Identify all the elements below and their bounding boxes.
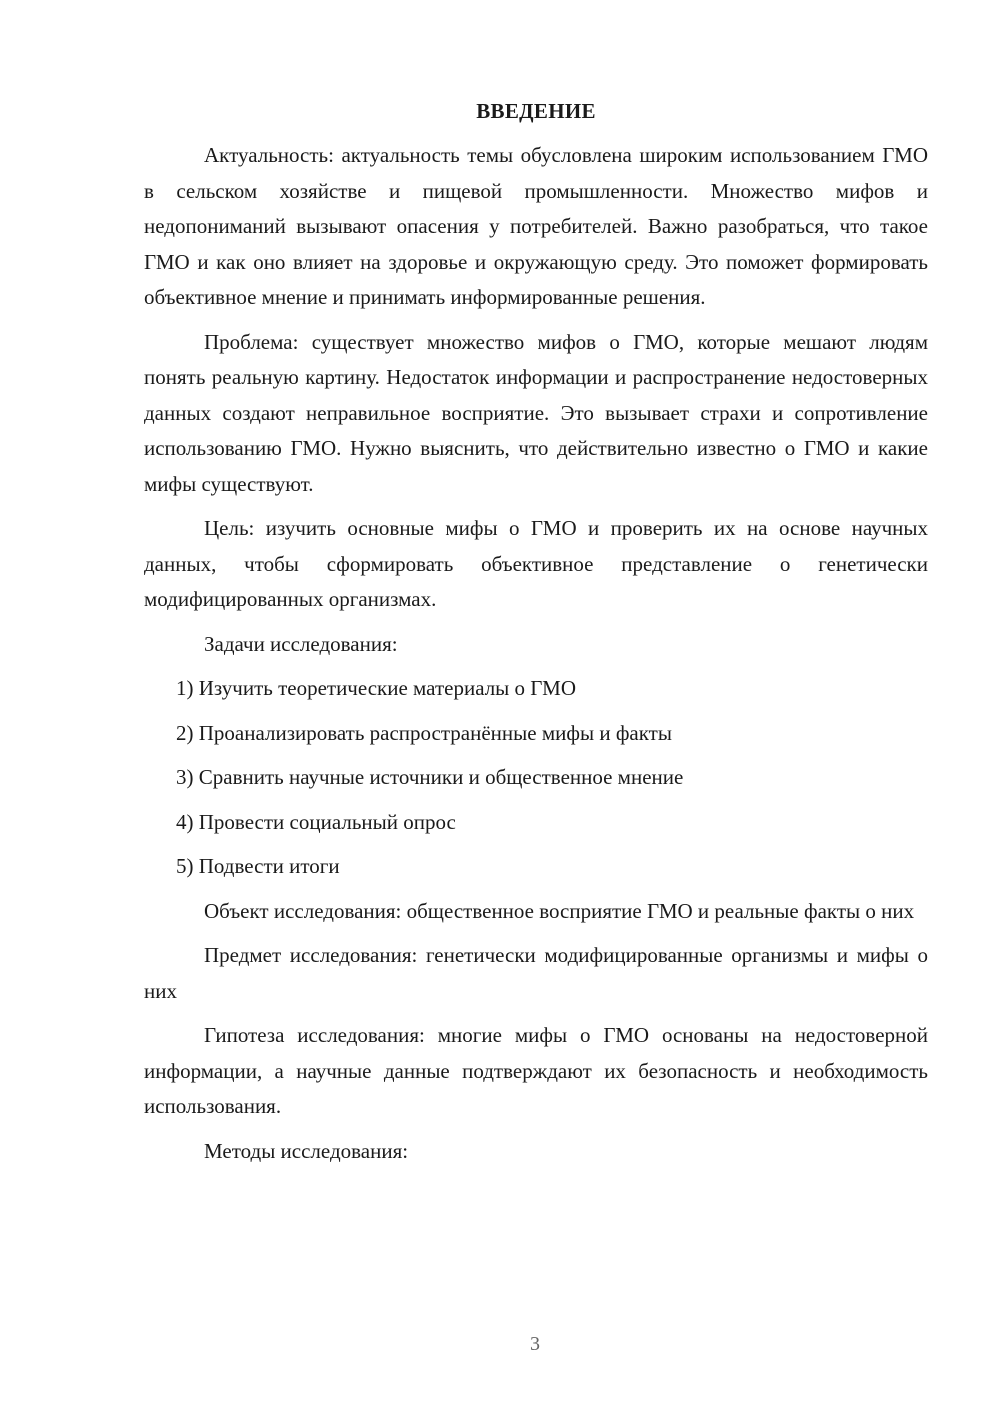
list-item: 3) Сравнить научные источники и общественное мнение — [176, 765, 684, 789]
list-item: 1) Изучить теоретические материалы о ГМО — [176, 676, 576, 700]
paragraph-problem: Проблема: существует множество мифов о ГМО, которые мешают людям понять реальную картину. Недостаток информации и распространение недостоверных данных создают неправильное восприятие. Это вызывает страхи и сопротивление использованию ГМО. Нужно выяснить, что действительно известно о ГМО и какие мифы существуют. — [144, 329, 928, 496]
paragraph-object: Объект исследования: общественное восприятие ГМО и реальные факты о них — [204, 898, 915, 923]
paragraph-relevance: Актуальность: актуальность темы обусловлена широким использованием ГМО в сельском хозяйстве и пищевой промышленности. Множество мифов и недопониманий вызывают опасения у потребителей. Важно разобраться, что такое ГМО и как оно влияет на здоровье и окружающую среду. Это поможет формировать объективное мнение и принимать информированные решения. — [144, 143, 928, 309]
list-item: 2) Проанализировать распространённые мифы и факты — [176, 720, 672, 745]
page-number: 3 — [530, 1333, 540, 1355]
methods-heading: Методы исследования: — [204, 1138, 409, 1163]
tasks-heading: Задачи исследования: — [204, 631, 398, 656]
paragraph-hypothesis: Гипотеза исследования: многие мифы о ГМО основаны на недостоверной информации, а научные данные подтверждают их безопасность и необходимость использования. — [144, 1023, 928, 1118]
paragraph-subject: Предмет исследования: генетически модифицированные организмы и мифы о них — [144, 943, 928, 1003]
list-item: 5) Подвести итоги — [176, 854, 340, 878]
section-title: ВВЕДЕНИЕ — [476, 99, 596, 123]
tasks-list — [144, 671, 928, 885]
list-item: 4) Провести социальный опрос — [176, 809, 456, 834]
paragraph-goal: Цель: изучить основные мифы о ГМО и проверить их на основе научных данных, чтобы сформировать объективное представление о генетически модифицированных организмах. — [144, 516, 928, 611]
document-page — [144, 96, 928, 1178]
